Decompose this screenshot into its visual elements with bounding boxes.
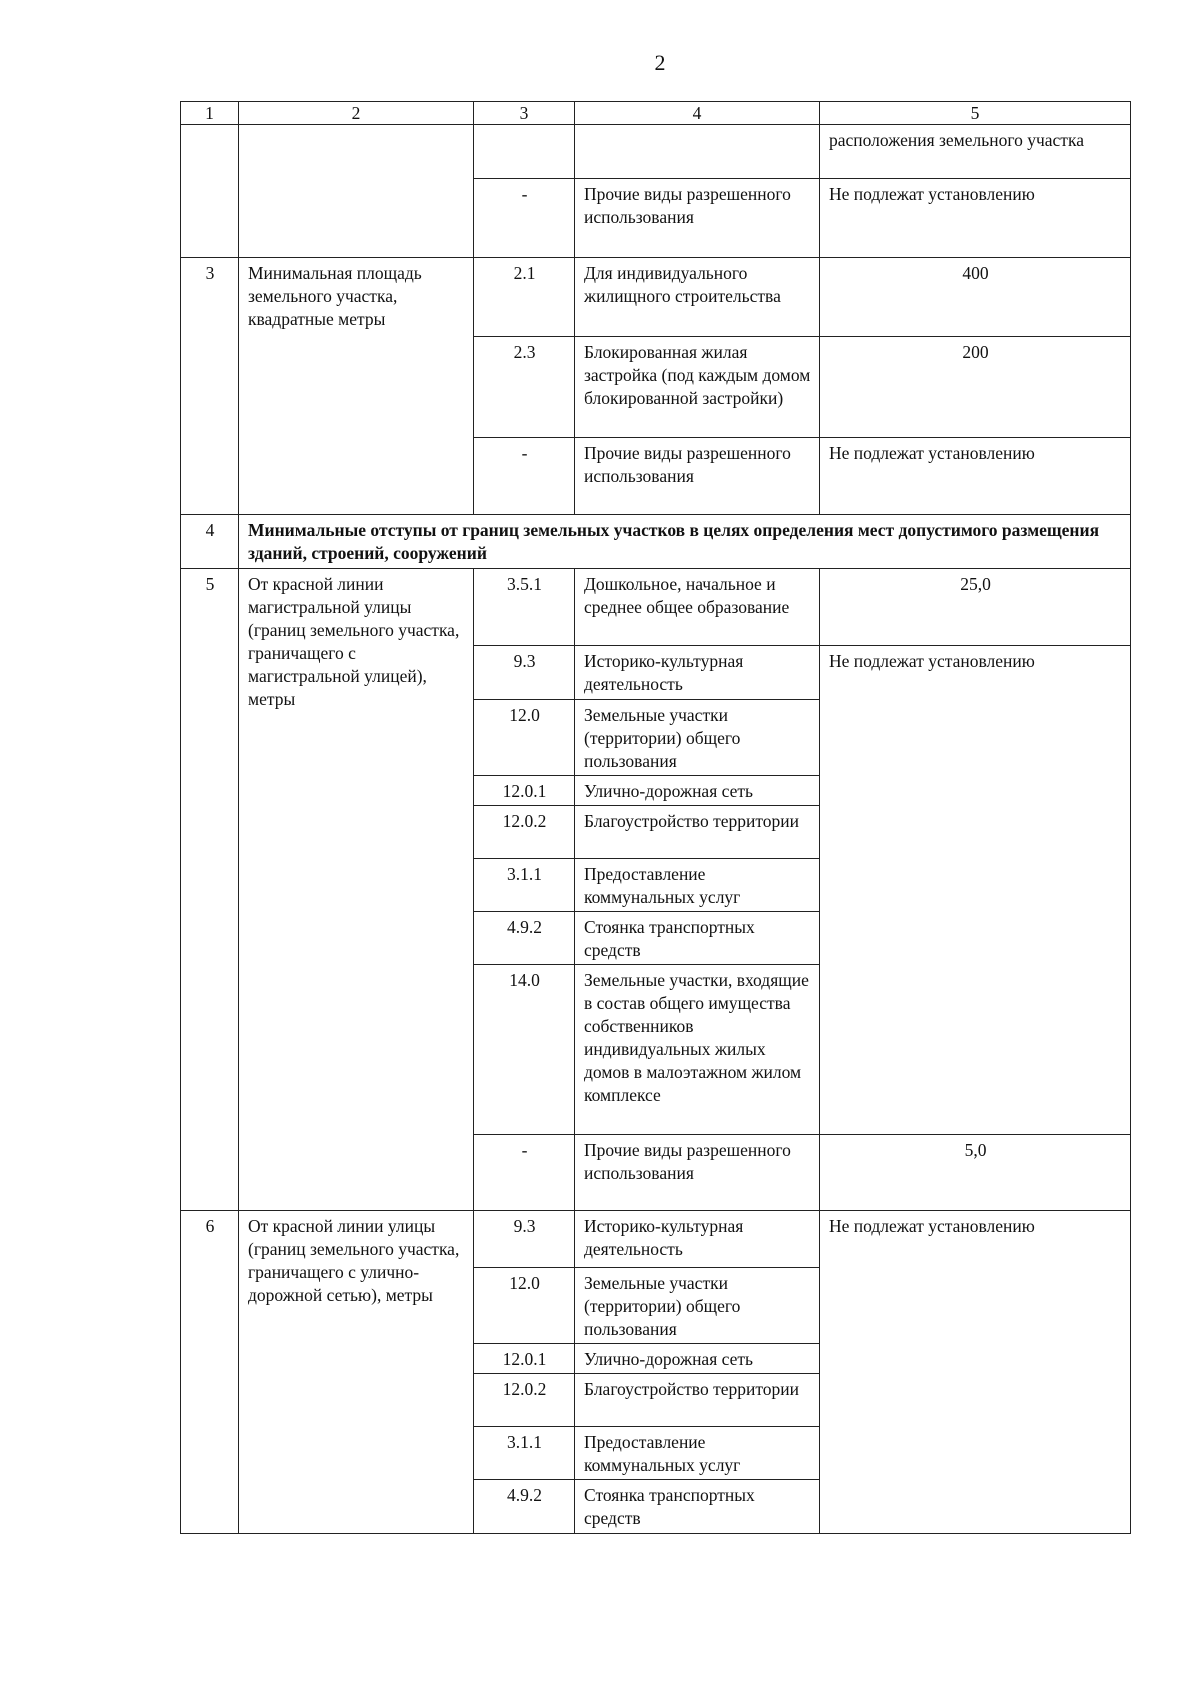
- code-cell: -: [474, 1135, 575, 1211]
- land-use-type-cell: Земельные участки (территории) общего пользования: [575, 1268, 820, 1344]
- parameter-cell: От красной линии улицы (границ земельного участка, граничащего с улично-дорожной сетью), метры: [239, 1211, 474, 1534]
- parameter-cell: От красной линии магистральной улицы (границ земельного участка, граничащего с магистральной улицей), метры: [239, 569, 474, 1211]
- code-cell: 14.0: [474, 965, 575, 1135]
- table-row: [181, 1211, 1131, 1268]
- value-cell: 25,0: [820, 569, 1131, 646]
- section-title-cell: Минимальные отступы от границ земельных участков в целях определения мест допустимого размещения зданий, строений, сооружений: [239, 515, 1131, 569]
- land-use-type-cell: Прочие виды разрешенного использования: [575, 179, 820, 258]
- land-use-type-cell: Улично-дорожная сеть: [575, 776, 820, 806]
- code-cell: 9.3: [474, 646, 575, 700]
- land-use-type-cell: [575, 125, 820, 179]
- row-number-cell: [181, 125, 239, 258]
- code-cell: 9.3: [474, 1211, 575, 1268]
- code-cell: 12.0: [474, 1268, 575, 1344]
- land-use-type-cell: Земельные участки, входящие в состав общего имущества собственников индивидуальных жилых домов в малоэтажном жилом комплексе: [575, 965, 820, 1135]
- code-cell: [474, 125, 575, 179]
- land-use-type-cell: Благоустройство территории: [575, 806, 820, 859]
- land-use-type-cell: Стоянка транспортных средств: [575, 1480, 820, 1534]
- code-cell: 12.0: [474, 700, 575, 776]
- value-cell: Не подлежат установлению: [820, 646, 1131, 1135]
- land-use-type-cell: Улично-дорожная сеть: [575, 1344, 820, 1374]
- parameter-cell: Минимальная площадь земельного участка, квадратные метры: [239, 258, 474, 515]
- header-cell: 4: [575, 102, 820, 125]
- code-cell: 4.9.2: [474, 1480, 575, 1534]
- value-cell: расположения земельного участка: [820, 125, 1131, 179]
- header-cell: 1: [181, 102, 239, 125]
- row-number-cell: 5: [181, 569, 239, 1211]
- land-use-type-cell: Прочие виды разрешенного использования: [575, 438, 820, 515]
- table-row: [181, 125, 1131, 179]
- land-use-type-cell: Стоянка транспортных средств: [575, 912, 820, 965]
- table-header-row: [181, 102, 1131, 125]
- land-use-type-cell: Прочие виды разрешенного использования: [575, 1135, 820, 1211]
- value-cell: 400: [820, 258, 1131, 337]
- table-row: [181, 569, 1131, 646]
- land-use-type-cell: Историко-культурная деятельность: [575, 646, 820, 700]
- code-cell: 2.3: [474, 337, 575, 438]
- row-number-cell: 3: [181, 258, 239, 515]
- land-use-type-cell: Дошкольное, начальное и среднее общее образование: [575, 569, 820, 646]
- table-row: [181, 515, 1131, 569]
- parameter-cell: [239, 125, 474, 258]
- code-cell: -: [474, 179, 575, 258]
- land-use-type-cell: Историко-культурная деятельность: [575, 1211, 820, 1268]
- row-number-cell: 4: [181, 515, 239, 569]
- code-cell: 12.0.1: [474, 776, 575, 806]
- header-cell: 2: [239, 102, 474, 125]
- code-cell: 3.5.1: [474, 569, 575, 646]
- table-row: [181, 258, 1131, 337]
- code-cell: 12.0.2: [474, 1374, 575, 1427]
- page-number: 2: [654, 50, 666, 75]
- land-use-type-cell: Блокированная жилая застройка (под каждым домом блокированной застройки): [575, 337, 820, 438]
- code-cell: 2.1: [474, 258, 575, 337]
- code-cell: 12.0.1: [474, 1344, 575, 1374]
- value-cell: Не подлежат установлению: [820, 438, 1131, 515]
- code-cell: 12.0.2: [474, 806, 575, 859]
- code-cell: -: [474, 438, 575, 515]
- land-use-type-cell: Благоустройство территории: [575, 1374, 820, 1427]
- land-use-type-cell: Предоставление коммунальных услуг: [575, 859, 820, 912]
- value-cell: Не подлежат установлению: [820, 179, 1131, 258]
- row-number-cell: 6: [181, 1211, 239, 1534]
- code-cell: 3.1.1: [474, 1427, 575, 1480]
- value-cell: 5,0: [820, 1135, 1131, 1211]
- land-use-type-cell: Земельные участки (территории) общего пользования: [575, 700, 820, 776]
- value-cell: Не подлежат установлению: [820, 1211, 1131, 1534]
- regulations-table: [180, 101, 1131, 1534]
- header-cell: 3: [474, 102, 575, 125]
- land-use-type-cell: Предоставление коммунальных услуг: [575, 1427, 820, 1480]
- code-cell: 4.9.2: [474, 912, 575, 965]
- land-use-type-cell: Для индивидуального жилищного строительства: [575, 258, 820, 337]
- value-cell: 200: [820, 337, 1131, 438]
- header-cell: 5: [820, 102, 1131, 125]
- code-cell: 3.1.1: [474, 859, 575, 912]
